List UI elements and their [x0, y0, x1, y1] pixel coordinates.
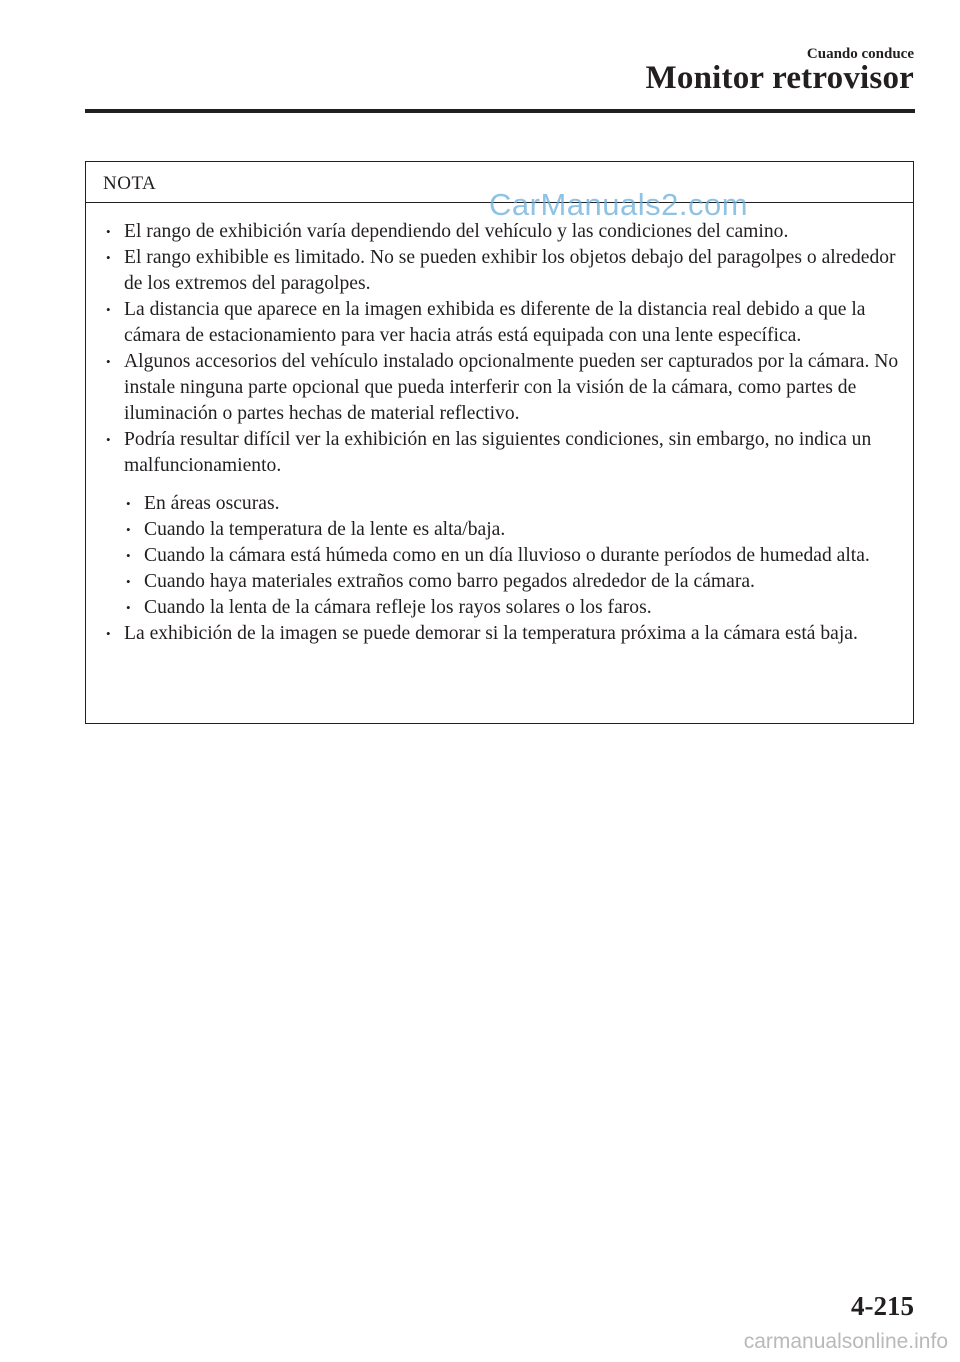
list-item — [104, 621, 903, 647]
bullet-icon: • — [126, 522, 131, 537]
bullet-icon: • — [126, 600, 131, 615]
list-item-text: El rango exhibible es limitado. No se pueden exhibir los objetos debajo del paragolpes o alrededor de los extremos del paragolpes. — [124, 247, 896, 294]
sublist-item — [124, 569, 903, 595]
bullet-icon: • — [106, 224, 111, 239]
sublist — [104, 491, 903, 621]
note-box — [85, 161, 914, 724]
list-item — [104, 297, 903, 349]
note-heading: NOTA — [103, 173, 157, 194]
bullet-icon: • — [106, 302, 111, 317]
sublist-item-text: En áreas oscuras. — [144, 493, 280, 514]
sublist-item — [124, 491, 903, 517]
sublist-item — [124, 543, 903, 569]
page-number: 4-215 — [851, 1291, 914, 1321]
list-item — [104, 427, 903, 479]
list-item-text: Podría resultar difícil ver la exhibición en las siguientes condiciones, sin embargo, no indica un malfuncionamiento. — [124, 429, 872, 476]
list-item — [104, 245, 903, 297]
page-title: Monitor retrovisor — [645, 60, 914, 96]
sublist-item-text: Cuando la cámara está húmeda como en un día lluvioso o durante períodos de humedad alta. — [144, 545, 870, 566]
list-item-text: Algunos accesorios del vehículo instalado opcionalmente pueden ser capturados por la cámara. No instale ninguna parte opcional que pueda interferir con la visión de la cámara, como partes de iluminación o partes hechas de material reflectivo. — [124, 351, 899, 424]
bullet-icon: • — [106, 354, 111, 369]
sublist-item-text: Cuando haya materiales extraños como barro pegados alrededor de la cámara. — [144, 571, 755, 592]
list-item — [104, 349, 903, 427]
watermark-bottom: carmanualsonline.info — [743, 1330, 948, 1353]
bullet-icon: • — [126, 496, 131, 511]
sublist-item — [124, 595, 903, 621]
note-body — [104, 219, 903, 647]
section-label: Cuando conduce — [806, 46, 914, 62]
bullet-icon: • — [106, 626, 111, 641]
sublist-item-text: Cuando la lenta de la cámara refleje los rayos solares o los faros. — [144, 597, 652, 618]
list-item-text: El rango de exhibición varía dependiendo del vehículo y las condiciones del camino. — [124, 221, 789, 242]
sublist-item-text: Cuando la temperatura de la lente es alta/baja. — [144, 519, 506, 540]
list-item-text: La exhibición de la imagen se puede demorar si la temperatura próxima a la cámara está baja. — [124, 623, 858, 644]
watermark-top: CarManuals2.com — [489, 187, 749, 222]
bullet-icon: • — [106, 250, 111, 265]
sublist-item — [124, 517, 903, 543]
bullet-icon: • — [106, 432, 111, 447]
bullet-icon: • — [126, 574, 131, 589]
bullet-icon: • — [126, 548, 131, 563]
header-rule — [85, 109, 915, 113]
list-item-text: La distancia que aparece en la imagen exhibida es diferente de la distancia real debido a que la cámara de estacionamiento para ver hacia atrás está equipada con una lente específica. — [124, 299, 866, 346]
